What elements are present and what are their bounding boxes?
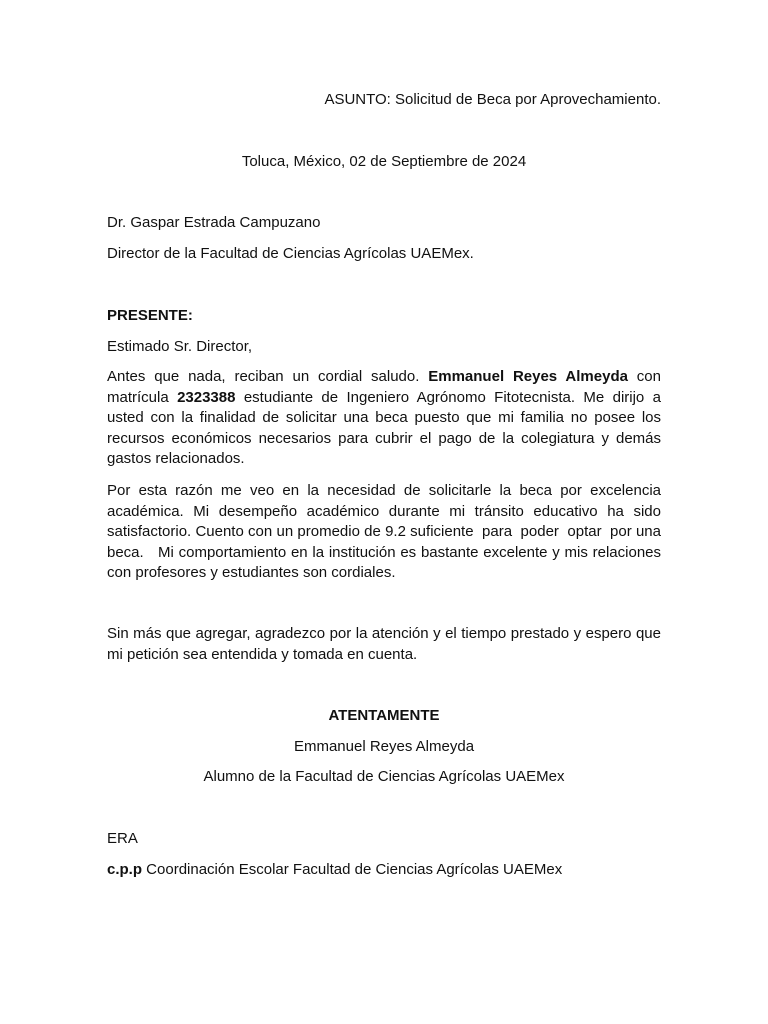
student-matricula: 2323388 <box>177 388 236 406</box>
cc-line <box>107 860 661 881</box>
subject-line: ASUNTO: Solicitud de Beca por Aprovechamiento. <box>324 91 661 108</box>
intro-text-2: con matrícula <box>107 368 661 406</box>
greeting: Estimado Sr. Director, <box>107 338 253 355</box>
paragraph-intro <box>107 367 661 470</box>
presente-heading: PRESENTE: <box>107 307 193 324</box>
recipient-name: Dr. Gaspar Estrada Campuzano <box>107 214 321 231</box>
closing-heading: ATENTAMENTE <box>328 707 440 724</box>
cc-text: Coordinación Escolar Facultad de Ciencias Agrícolas UAEMex <box>142 861 563 878</box>
place-date: Toluca, México, 02 de Septiembre de 2024 <box>241 153 527 170</box>
paragraph-closing: Sin más que agregar, agradezco por la atención y el tiempo prestado y espero que mi petición sea entendida y tomada en cuenta. <box>107 625 661 663</box>
paragraph-reason: Por esta razón me veo en la necesidad de solicitarle la beca por excelencia académica. Mi desempeño académico durante mi tránsito educativo ha sido satisfactorio. Cuento con un promedio de 9.2 suficiente para poder optar por una beca. Mi comportamiento en la institución es bastante excelente y mis relaciones con profesores y estudiantes son cordiales. <box>107 482 674 582</box>
signer-name: Emmanuel Reyes Almeyda <box>293 738 475 755</box>
intro-text-3: estudiante de Ingeniero Agrónomo Fitotecnista. Me dirijo a usted con la finalidad de solicitar una beca puesto que mi familia no posee los recursos económicos necesarios para cubrir el pago de la colegiatura y demás gastos relacionados. <box>107 388 661 468</box>
cc-label: c.p.p <box>107 861 143 878</box>
signer-title: Alumno de la Facultad de Ciencias Agrícolas UAEMex <box>203 768 565 785</box>
student-name: Emmanuel Reyes Almeyda <box>428 368 628 385</box>
intro-text-1: Antes que nada, reciban un cordial saludo. <box>107 368 429 385</box>
recipient-title: Director de la Facultad de Ciencias Agrícolas UAEMex. <box>107 245 474 262</box>
initials: ERA <box>107 830 138 847</box>
